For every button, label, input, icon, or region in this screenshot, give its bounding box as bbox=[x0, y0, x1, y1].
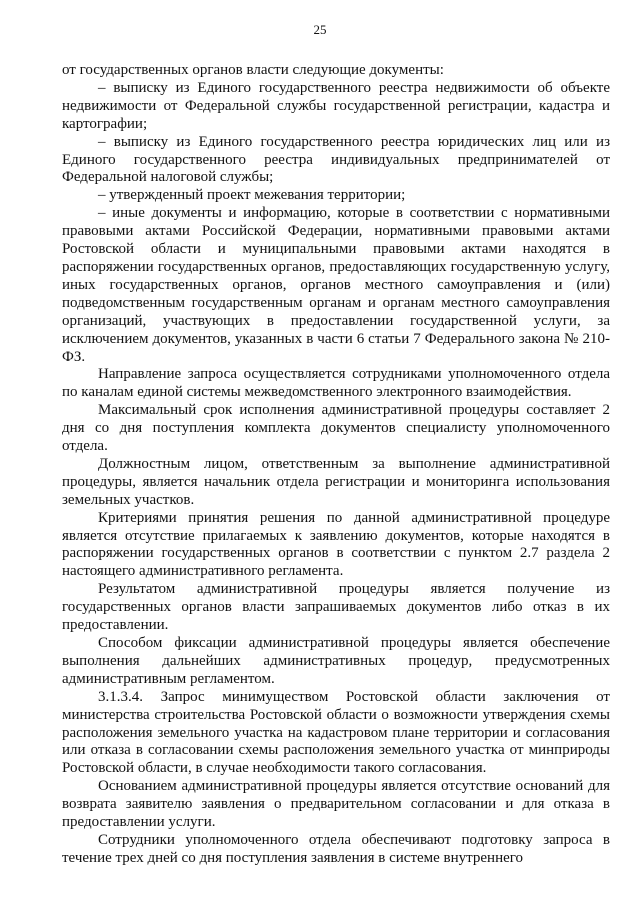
paragraph-fixation-method: Способом фиксации административной процедуры является обеспечение выполнения дальнейших административных процедур, предусмотренных административным регламентом. bbox=[62, 635, 610, 687]
paragraph-procedure-basis: Основанием административной процедуры является отсутствие оснований для возврата заявителю заявления о предварительном согласовании и для отказа в предоставлении услуги. bbox=[62, 778, 610, 831]
paragraph-decision-criteria: Критериями принятия решения по данной административной процедуре является отсутствие прилагаемых к заявлению документов, которые находятся в распоряжении государственных органов в соответствии с пунктом 2.7 раздела 2 настоящего административного регламента. bbox=[62, 509, 610, 580]
paragraph-responsible-official: Должностным лицом, ответственным за выполнение административной процедуры, является начальник отдела регистрации и мониторинга использования земельных участков. bbox=[62, 455, 610, 508]
paragraph-section-3-1-3-4: 3.1.3.4. Запрос минимуществом Ростовской области заключения от министерства строительства Ростовской области о возможности утверждения схемы расположения земельного участка на кадастровом плане территории и согласования или отказа в согласовании схемы расположения земельного участка от минприроды Ростовской области, в случае необходимости такого согласования. bbox=[62, 688, 610, 777]
paragraph-staff-request: Сотрудники уполномоченного отдела обеспечивают подготовку запроса в течение трех дней со дня поступления заявления в системе внутреннего bbox=[62, 831, 610, 866]
paragraph-intro-line: от государственных органов власти следующие документы: bbox=[62, 62, 444, 78]
list-item-other-documents: – иные документы и информацию, которые в соответствии с нормативными правовыми актами Российской Федерации, нормативными правовыми актами Ростовской области и муниципальными правовыми актами находятся в распоряжении государственных органов, предоставляющих государственную услугу, иных государственных органов, органов местного самоуправления и (или) подведомственным государственным органам и органам местного самоуправления организаций, участвующих в предоставлении государственной услуги, за исключением документов, указанных в части 6 статьи 7 Федерального закона № 210-ФЗ. bbox=[62, 205, 610, 365]
list-item-egrn-extract: – выписку из Единого государственного реестра недвижимости об объекте недвижимости от Федеральной службы государственной регистрации, кадастра и картографии; bbox=[62, 79, 610, 132]
paragraph-result: Результатом административной процедуры является получение из государственных органов власти запрашиваемых документов либо отказ в их предоставлении. bbox=[62, 581, 610, 634]
list-item-egrul-extract: – выписку из Единого государственного реестра юридических лиц или из Единого государственного реестра индивидуальных предпринимателей от Федеральной налоговой службы; bbox=[62, 133, 610, 186]
paragraph-request-direction: Направление запроса осуществляется сотрудниками уполномоченного отдела по каналам единой системы межведомственного электронного взаимодействия. bbox=[62, 366, 610, 401]
list-item-land-survey-project: – утвержденный проект межевания территории; bbox=[98, 187, 406, 204]
page-number: 25 bbox=[313, 22, 327, 37]
document-body bbox=[62, 62, 610, 868]
paragraph-max-term: Максимальный срок исполнения административной процедуры составляет 2 дня со дня поступления комплекта документов специалисту уполномоченного отдела. bbox=[62, 402, 610, 455]
